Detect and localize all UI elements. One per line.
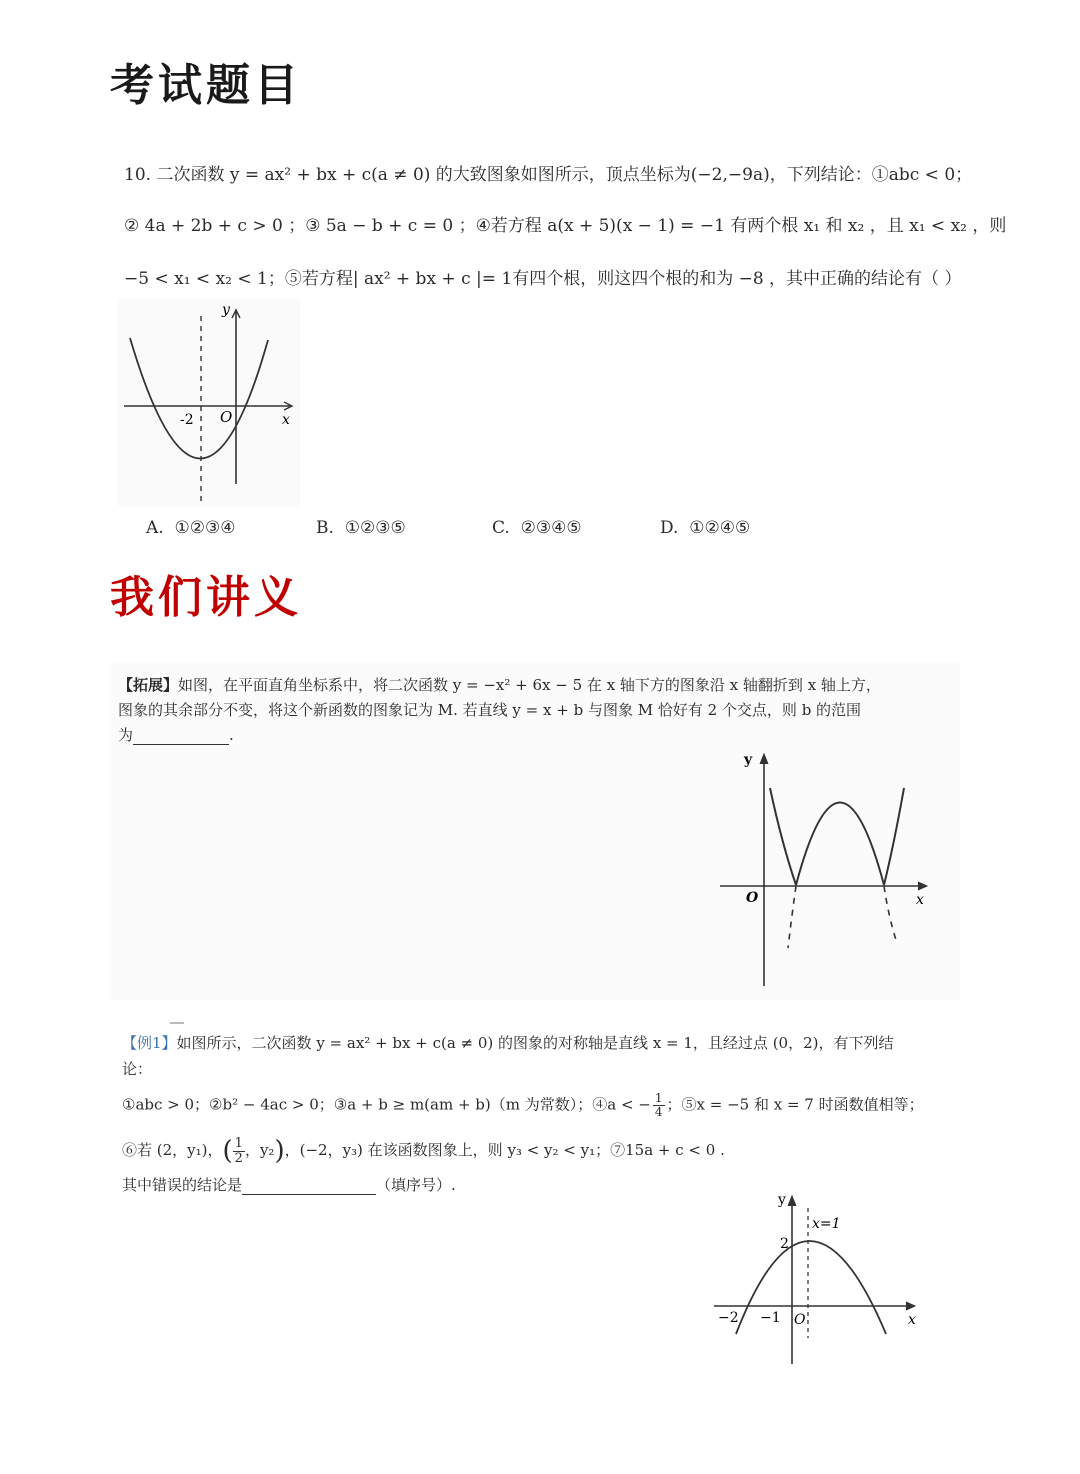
extension-line-1-text: 如图，在平面直角坐标系中，将二次函数 y = −x² + 6x − 5 在 x 轴下方的图象沿 x 轴翻折到 x 轴上方， bbox=[178, 676, 881, 694]
option-b[interactable] bbox=[316, 518, 406, 538]
option-b-text: ①②③⑤ bbox=[344, 518, 406, 538]
exg-x-tick-neg1: −1 bbox=[760, 1310, 781, 1326]
ext-dashed-right bbox=[884, 886, 896, 940]
question-line-3: −5 < x₁ < x₂ < 1；⑤若方程| ax² + bx + c |= 1有四个根，则这四个根的和为 −8 ，其中正确的结论有（ ） bbox=[124, 269, 962, 289]
example-line-3 bbox=[122, 1092, 924, 1119]
example-line-1 bbox=[122, 1032, 893, 1053]
example-answer-blank[interactable] bbox=[242, 1176, 376, 1195]
extension-answer-blank[interactable] bbox=[133, 726, 229, 745]
exg-x-tick-neg2: −2 bbox=[718, 1310, 739, 1326]
example-line-4-start: ⑥若 (2，y₁)， bbox=[122, 1141, 223, 1159]
example-line-5-start: 其中错误的结论是 bbox=[122, 1176, 243, 1194]
example-line-3-tail: ；⑤x = −5 和 x = 7 时函数值相等； bbox=[666, 1095, 924, 1114]
example-line-4 bbox=[122, 1136, 725, 1166]
graph-y-label: y bbox=[222, 302, 230, 318]
extension-line-2: 图象的其余部分不变，将这个新函数的图象记为 M. 若直线 y = x + b 与图象 M 恰好有 2 个交点，则 b 的范围 bbox=[118, 701, 862, 719]
example-fraction-half-num: 1 bbox=[234, 1135, 243, 1151]
example-tag: 【例1】 bbox=[122, 1034, 177, 1052]
example-line-1-text: 如图所示，二次函数 y = ax² + bx + c(a ≠ 0) 的图象的对称轴是直线 x = 1，且经过点 (0，2)，有下列结 bbox=[176, 1034, 894, 1052]
example-graph bbox=[710, 1188, 930, 1368]
section-heading-exam: 考试题目 bbox=[110, 60, 302, 111]
option-a-letter: A. bbox=[146, 518, 164, 538]
example-line-4-end: ，(−2，y₃) 在该函数图象上，则 y₃ < y₂ < y₁；⑦15a + c < 0 . bbox=[284, 1141, 725, 1159]
exg-x-arrow bbox=[906, 1302, 915, 1310]
ext-x-arrow bbox=[918, 882, 927, 890]
example-fraction-half bbox=[233, 1137, 245, 1166]
extension-line-3-end: . bbox=[229, 726, 234, 744]
ext-y-label: y bbox=[744, 752, 753, 768]
exg-y-arrow bbox=[788, 1196, 796, 1206]
option-d-letter: D. bbox=[660, 518, 679, 538]
option-c-letter: C. bbox=[492, 518, 510, 538]
section-heading-handout: 我们讲义 bbox=[110, 572, 302, 623]
option-a-text: ①②③④ bbox=[174, 518, 236, 538]
ext-middle-arch bbox=[796, 803, 884, 886]
extension-graph bbox=[714, 744, 936, 990]
example-paren-open: ( bbox=[222, 1136, 233, 1166]
exg-y-label: y bbox=[778, 1192, 786, 1208]
ext-left-branch bbox=[770, 788, 796, 885]
question-line-2: ② 4a + 2b + c > 0 ；③ 5a − b + c = 0 ；④若方程 a(x + 5)(x − 1) = −1 有两个根 x₁ 和 x₂ ，且 x₁ < x₂ ，则 bbox=[124, 216, 1007, 236]
question-graph bbox=[118, 298, 300, 506]
exg-axis-label: x=1 bbox=[812, 1216, 841, 1232]
example-line-3-text: ①abc > 0；②b² − 4ac > 0；③a + b ≥ m(am + b)（m 为常数）；④a < − bbox=[122, 1095, 651, 1114]
option-c-text: ②③④⑤ bbox=[520, 518, 582, 538]
exg-origin-label: O bbox=[794, 1312, 806, 1328]
extension-line-3 bbox=[118, 724, 234, 745]
option-c[interactable] bbox=[492, 518, 582, 538]
option-a[interactable] bbox=[146, 518, 235, 538]
graph-tick-neg2: -2 bbox=[180, 412, 194, 428]
ext-origin-label: O bbox=[746, 890, 759, 906]
example-line-5-end: （填序号）. bbox=[376, 1176, 456, 1194]
option-d-text: ①②④⑤ bbox=[689, 518, 751, 538]
example-line-5 bbox=[122, 1174, 456, 1195]
example-fraction-quarter-den: 4 bbox=[654, 1105, 663, 1119]
example-fraction-quarter bbox=[653, 1092, 665, 1119]
exg-y-tick-2: 2 bbox=[780, 1236, 789, 1252]
exg-parabola bbox=[736, 1241, 886, 1334]
exg-x-label: x bbox=[908, 1312, 916, 1328]
extension-tag: 【拓展】 bbox=[118, 676, 179, 694]
graph-x-label: x bbox=[282, 412, 290, 428]
question-line-1: 10. 二次函数 y = ax² + bx + c(a ≠ 0) 的大致图象如图所示，顶点坐标为(−2,−9a)，下列结论：①abc < 0； bbox=[124, 165, 973, 185]
example-fraction-half-tail: ，y₂ bbox=[244, 1141, 275, 1159]
ext-right-branch bbox=[884, 788, 904, 885]
ext-y-arrow bbox=[760, 754, 768, 764]
example-fraction-quarter-num: 1 bbox=[654, 1091, 663, 1105]
ext-x-label: x bbox=[916, 892, 924, 908]
option-d[interactable] bbox=[660, 518, 750, 538]
example-tag-mark bbox=[170, 1022, 184, 1024]
example-fraction-half-den: 2 bbox=[234, 1150, 243, 1166]
example-line-2: 论： bbox=[122, 1060, 153, 1078]
extension-line-1 bbox=[118, 674, 881, 695]
option-b-letter: B. bbox=[316, 518, 334, 538]
example-paren-close: ) bbox=[274, 1136, 285, 1166]
extension-line-3-start: 为 bbox=[118, 726, 134, 744]
graph-origin-label: O bbox=[220, 408, 233, 426]
ext-dashed-left bbox=[788, 886, 796, 948]
